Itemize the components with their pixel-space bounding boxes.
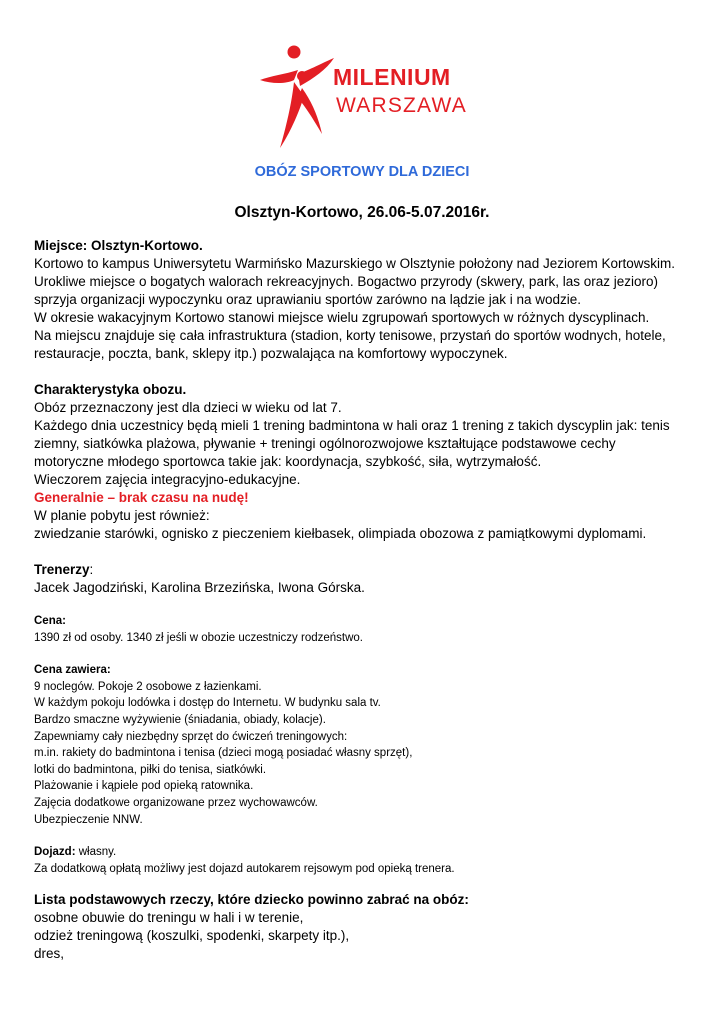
trainers-heading: Trenerzy xyxy=(34,562,90,577)
place-line: Urokliwe miejsce o bogatych walorach rekreacyjnych. Bogactwo przyrody (skwery, park, las oraz jezioro) xyxy=(34,274,658,289)
place-line: Na miejscu znajduje się cała infrastruktura (stadion, korty tenisowe, przystań do sportów wodnych, hotele, xyxy=(34,328,666,343)
characteristics-line: motoryczne młodego sportowca takie jak: koordynacja, szybkość, siła, wytrzymałość. xyxy=(34,454,542,469)
packing-item: osobne obuwie do treningu w hali i w terenie, xyxy=(34,910,304,926)
place-heading: Miejsce: Olsztyn-Kortowo. xyxy=(34,238,203,253)
characteristics-line: ziemny, siatkówka plażowa, pływanie + treningi ogólnorozwojowe kształtujące podstawowe cechy xyxy=(34,436,616,451)
includes-item: Zajęcia dodatkowe organizowane przez wychowawców. xyxy=(34,796,318,809)
logo-city: WARSZAWA xyxy=(336,94,467,117)
place-line: restauracje, poczta, bank, sklepy itp.) pozwalająca na komfortowy wypoczynek. xyxy=(34,346,508,361)
place-section xyxy=(34,237,694,363)
characteristics-line: Każdego dnia uczestnicy będą mieli 1 trening badmintona w hali oraz 1 trening z takich dyscyplin jak: tenis xyxy=(34,418,670,433)
transport-heading: Dojazd: xyxy=(34,846,76,859)
includes-section xyxy=(34,662,694,828)
includes-item: 9 noclegów. Pokoje 2 osobowe z łazienkami. xyxy=(34,680,262,693)
includes-heading: Cena zawiera: xyxy=(34,664,111,677)
includes-item: Ubezpieczenie NNW. xyxy=(34,813,143,826)
includes-item: W każdym pokoju lodówka i dostęp do Internetu. W budynku sala tv. xyxy=(34,697,381,710)
milenium-logo xyxy=(258,44,468,150)
includes-item: lotki do badmintona, piłki do tenisa, siatkówki. xyxy=(34,763,267,776)
trainers-colon: : xyxy=(89,562,94,577)
document-body xyxy=(34,237,694,963)
packing-section xyxy=(34,891,694,963)
includes-item: Zapewniamy cały niezbędny sprzęt do ćwiczeń treningowych: xyxy=(34,730,348,743)
document-title: OBÓZ SPORTOWY DLA DZIECI xyxy=(254,164,470,180)
transport-section xyxy=(34,844,694,877)
packing-item: dres, xyxy=(34,946,65,962)
place-line: Kortowo to kampus Uniwersytetu Warmińsko Mazurskiego w Olsztynie położony nad Jeziorem Kortowskim. xyxy=(34,256,675,271)
price-section xyxy=(34,613,694,646)
includes-item: m.in. rakiety do badmintona i tenisa (dzieci mogą posiadać własny sprzęt), xyxy=(34,747,413,760)
characteristics-line: Wieczorem zajęcia integracyjno-edukacyjne. xyxy=(34,472,301,487)
transport-value: własny. xyxy=(75,846,117,859)
logo-name: MILENIUM xyxy=(333,64,451,90)
place-line: W okresie wakacyjnym Kortowo stanowi miejsce wielu zgrupowań sportowych w różnych dyscyplinach. xyxy=(34,310,650,325)
includes-item: Bardzo smaczne wyżywienie (śniadania, obiady, kolacje). xyxy=(34,713,326,726)
characteristics-line: Obóz przeznaczony jest dla dzieci w wieku od lat 7. xyxy=(34,400,342,415)
place-line: sprzyja organizacji wypoczynku oraz uprawianiu sportów zarówno na lądzie jak i na wodzie. xyxy=(34,292,582,307)
document-subtitle: Olsztyn-Kortowo, 26.06-5.07.2016r. xyxy=(234,204,490,221)
packing-item: odzież treningową (koszulki, spodenki, skarpety itp.), xyxy=(34,928,350,944)
price-heading: Cena: xyxy=(34,615,66,627)
packing-heading: Lista podstawowych rzeczy, które dziecko powinno zabrać na obóz: xyxy=(34,892,469,908)
trainers-section xyxy=(34,561,694,597)
characteristics-heading: Charakterystyka obozu. xyxy=(34,382,187,397)
price-text: 1390 zł od osoby. 1340 zł jeśli w obozie uczestniczy rodzeństwo. xyxy=(34,631,363,644)
highlight-text: Generalnie – brak czasu na nudę! xyxy=(34,490,249,505)
trainers-names: Jacek Jagodziński, Karolina Brzezińska, Iwona Górska. xyxy=(34,580,365,595)
transport-text: Za dodatkową opłatą możliwy jest dojazd autokarem rejsowym pod opieką trenera. xyxy=(34,862,455,875)
badminton-player-icon xyxy=(258,44,338,150)
characteristics-line: zwiedzanie starówki, ognisko z pieczeniem kiełbasek, olimpiada obozowa z pamiątkowymi dyplomami. xyxy=(34,526,647,541)
includes-item: Plażowanie i kąpiele pod opieką ratownika. xyxy=(34,780,254,793)
characteristics-section xyxy=(34,381,694,543)
characteristics-line: W planie pobytu jest również: xyxy=(34,508,210,523)
